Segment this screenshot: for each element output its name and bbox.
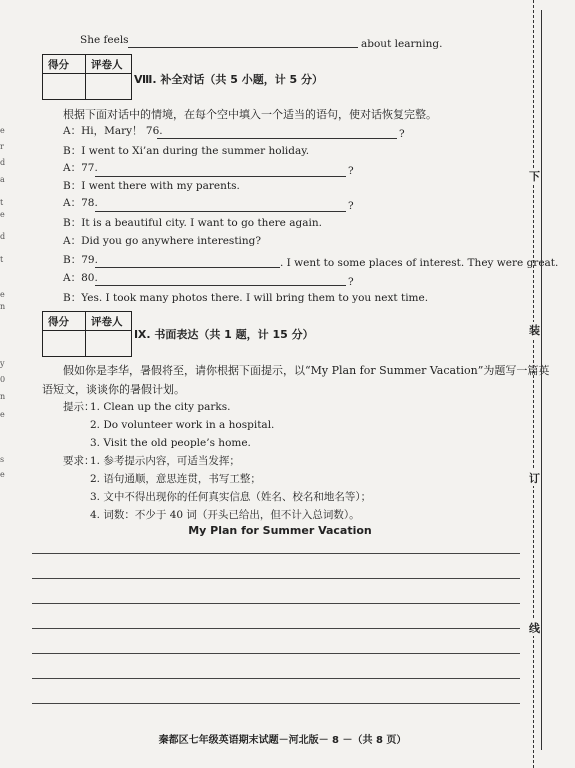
dialogue-line-5: B：It is a beautiful city. I want to go there again. <box>63 217 322 229</box>
writing-line[interactable] <box>32 678 520 679</box>
writing-line[interactable] <box>32 578 520 579</box>
req-4: 4. 词数：不少于 40 词（开头已给出，但不计入总词数）。 <box>90 509 360 521</box>
dialogue-line-6: A：Did you go anywhere interesting? <box>63 235 262 247</box>
dialogue-line-7-end: . I went to some places of interest. They were great. <box>280 257 559 269</box>
hints-label: 提示： <box>63 401 95 413</box>
page-footer: 秦都区七年级英语期末试题－河北版－ 8 －（共 8 页） <box>158 735 407 746</box>
dialogue-line-3: B：I went there with my parents. <box>63 180 240 192</box>
left-margin-letter: d <box>0 158 6 167</box>
left-margin-letter: e <box>0 126 5 135</box>
top-line-suffix: about learning. <box>361 38 443 50</box>
req-3: 3. 文中不得出现你的任何真实信息（姓名、校名和地名等）； <box>90 491 372 503</box>
writing-line[interactable] <box>32 553 520 554</box>
grader-label: 评卷人 <box>91 59 123 71</box>
blank-76[interactable] <box>157 138 397 139</box>
hint-1: 1. Clean up the city parks. <box>90 401 231 413</box>
dialogue-line-1: B：I went to Xi’an during the summer holiday. <box>63 145 310 157</box>
section9-title: Ⅸ. 书面表达（共 1 题，计 15 分） <box>134 328 314 341</box>
left-margin-letter: r <box>0 142 4 151</box>
hint-3: 3. Visit the old people’s home. <box>90 437 251 449</box>
blank-80[interactable] <box>95 285 346 286</box>
section9-prompt-line2: 语短文，谈谈你的暑假计划。 <box>42 383 185 396</box>
binding-border <box>541 10 542 750</box>
left-margin-letter: s <box>0 455 5 464</box>
writing-line[interactable] <box>32 603 520 604</box>
top-line-prefix: She feels <box>80 34 129 46</box>
left-margin-letter: e <box>0 470 5 479</box>
blank-79[interactable] <box>95 267 280 268</box>
score-box-8 <box>42 54 132 100</box>
dialogue-line-4: A：78. <box>63 197 98 209</box>
top-line-blank[interactable] <box>128 47 358 48</box>
dialogue-line-7: B：79. <box>63 254 98 266</box>
binding-char-2: 装 <box>529 324 540 337</box>
left-margin-letter: e <box>0 290 5 299</box>
dialogue-line-2: A：77. <box>63 162 98 174</box>
essay-title: My Plan for Summer Vacation <box>188 524 372 537</box>
score-label: 得分 <box>48 316 69 328</box>
blank-78[interactable] <box>95 211 346 212</box>
binding-char-3: 订 <box>529 472 540 485</box>
left-margin-letter: d <box>0 232 6 241</box>
hint-2: 2. Do volunteer work in a hospital. <box>90 419 275 431</box>
score-label: 得分 <box>48 59 69 71</box>
binding-char-4: 线 <box>529 622 540 635</box>
section8-instruction: 根据下面对话中的情境，在每个空中填入一个适当的语句，使对话恢复完整。 <box>63 108 437 121</box>
dialogue-line-0: A：Hi，Mary！ 76. <box>63 125 163 137</box>
dialogue-line-9: B：Yes. I took many photos there. I will bring them to you next time. <box>63 292 429 304</box>
left-margin-letter: 0 <box>0 375 6 384</box>
req-2: 2. 语句通顺，意思连贯，书写工整； <box>90 473 261 485</box>
writing-line[interactable] <box>32 653 520 654</box>
dialogue-line-0-end: ? <box>399 128 405 140</box>
writing-line[interactable] <box>32 703 520 704</box>
left-margin-letter: n <box>0 302 6 311</box>
dialogue-line-2-end: ? <box>348 165 354 177</box>
left-margin-letter: t <box>0 198 4 207</box>
req-label: 要求： <box>63 455 95 467</box>
dialogue-line-4-end: ? <box>348 200 354 212</box>
dialogue-line-8-end: ? <box>348 276 354 288</box>
binding-char-1: 下 <box>529 170 540 183</box>
blank-77[interactable] <box>95 176 346 177</box>
left-margin-letter: a <box>0 175 5 184</box>
grader-label: 评卷人 <box>91 316 123 328</box>
section9-prompt-line1: 假如你是李华，暑假将至，请你根据下面提示，以“My Plan for Summer Vacation”为题写一篇英 <box>63 364 550 377</box>
req-1: 1. 参考提示内容，可适当发挥； <box>90 455 240 467</box>
left-margin-letter: n <box>0 392 6 401</box>
left-margin-letter: t <box>0 255 4 264</box>
left-margin-letter: e <box>0 410 5 419</box>
dialogue-line-8: A：80. <box>63 272 98 284</box>
score-box-9 <box>42 311 132 357</box>
binding-line <box>533 0 534 768</box>
left-margin-letter: e <box>0 210 5 219</box>
left-margin-letter: y <box>0 359 5 368</box>
writing-line[interactable] <box>32 628 520 629</box>
section8-title: Ⅷ. 补全对话（共 5 小题，计 5 分） <box>134 73 324 86</box>
